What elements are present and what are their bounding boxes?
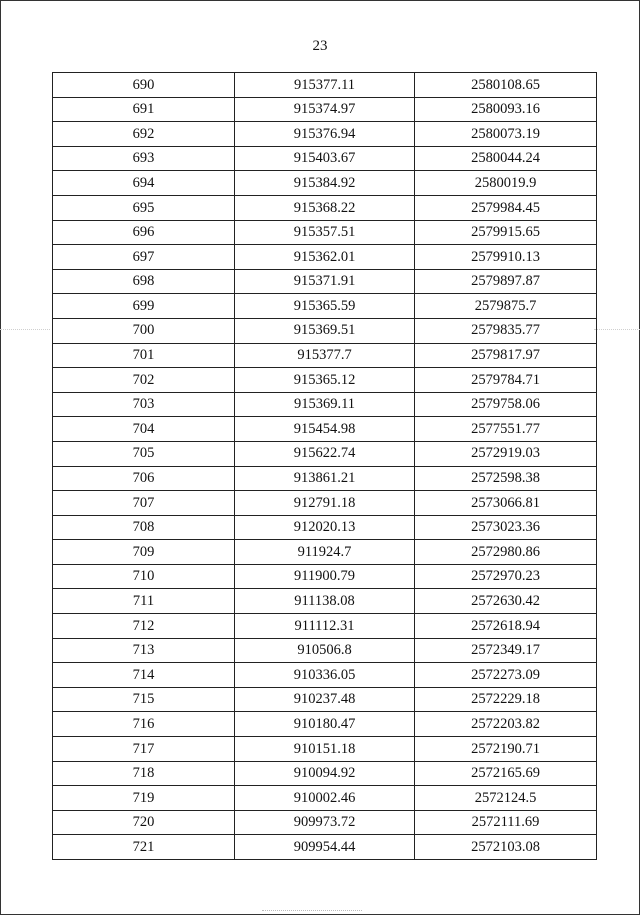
x-coordinate-cell: 909954.44 [235, 835, 415, 860]
point-number-cell: 713 [53, 638, 235, 663]
table-row [53, 392, 597, 417]
y-coordinate-cell: 2579835.77 [415, 318, 597, 343]
point-number-cell: 705 [53, 441, 235, 466]
point-number-cell: 709 [53, 540, 235, 565]
point-number-cell: 704 [53, 417, 235, 442]
x-coordinate-cell: 912791.18 [235, 491, 415, 516]
point-number-cell: 711 [53, 589, 235, 614]
x-coordinate-cell: 910002.46 [235, 786, 415, 811]
table-row [53, 540, 597, 565]
x-coordinate-cell: 915368.22 [235, 195, 415, 220]
point-number-cell: 698 [53, 269, 235, 294]
table-row [53, 491, 597, 516]
point-number-cell: 700 [53, 318, 235, 343]
x-coordinate-cell: 915357.51 [235, 220, 415, 245]
x-coordinate-cell: 910180.47 [235, 712, 415, 737]
table-row [53, 146, 597, 171]
table-row [53, 97, 597, 122]
point-number-cell: 706 [53, 466, 235, 491]
x-coordinate-cell: 911138.08 [235, 589, 415, 614]
table-row [53, 515, 597, 540]
point-number-cell: 702 [53, 368, 235, 393]
x-coordinate-cell: 910237.48 [235, 687, 415, 712]
x-coordinate-cell: 915377.11 [235, 73, 415, 98]
point-number-cell: 707 [53, 491, 235, 516]
table-row [53, 220, 597, 245]
table-row [53, 122, 597, 147]
x-coordinate-cell: 910094.92 [235, 761, 415, 786]
x-coordinate-cell: 911924.7 [235, 540, 415, 565]
coordinate-table [52, 72, 597, 860]
y-coordinate-cell: 2572111.69 [415, 810, 597, 835]
y-coordinate-cell: 2572124.5 [415, 786, 597, 811]
y-coordinate-cell: 2580019.9 [415, 171, 597, 196]
x-coordinate-cell: 915369.51 [235, 318, 415, 343]
scan-artifact-line [262, 910, 362, 911]
point-number-cell: 690 [53, 73, 235, 98]
y-coordinate-cell: 2572229.18 [415, 687, 597, 712]
point-number-cell: 696 [53, 220, 235, 245]
y-coordinate-cell: 2579817.97 [415, 343, 597, 368]
table-row [53, 564, 597, 589]
table-row [53, 712, 597, 737]
y-coordinate-cell: 2579915.65 [415, 220, 597, 245]
table-row [53, 171, 597, 196]
y-coordinate-cell: 2572165.69 [415, 761, 597, 786]
x-coordinate-cell: 915371.91 [235, 269, 415, 294]
table-row [53, 441, 597, 466]
point-number-cell: 716 [53, 712, 235, 737]
point-number-cell: 703 [53, 392, 235, 417]
x-coordinate-cell: 910336.05 [235, 663, 415, 688]
y-coordinate-cell: 2579758.06 [415, 392, 597, 417]
y-coordinate-cell: 2577551.77 [415, 417, 597, 442]
y-coordinate-cell: 2572618.94 [415, 614, 597, 639]
point-number-cell: 695 [53, 195, 235, 220]
point-number-cell: 715 [53, 687, 235, 712]
table-row [53, 786, 597, 811]
y-coordinate-cell: 2572919.03 [415, 441, 597, 466]
table-row [53, 73, 597, 98]
y-coordinate-cell: 2573066.81 [415, 491, 597, 516]
y-coordinate-cell: 2579875.7 [415, 294, 597, 319]
point-number-cell: 701 [53, 343, 235, 368]
y-coordinate-cell: 2580073.19 [415, 122, 597, 147]
table-row [53, 368, 597, 393]
point-number-cell: 710 [53, 564, 235, 589]
x-coordinate-cell: 915454.98 [235, 417, 415, 442]
table-row [53, 294, 597, 319]
y-coordinate-cell: 2572980.86 [415, 540, 597, 565]
y-coordinate-cell: 2572970.23 [415, 564, 597, 589]
y-coordinate-cell: 2572349.17 [415, 638, 597, 663]
table-row [53, 663, 597, 688]
x-coordinate-cell: 911112.31 [235, 614, 415, 639]
y-coordinate-cell: 2572598.38 [415, 466, 597, 491]
x-coordinate-cell: 915376.94 [235, 122, 415, 147]
x-coordinate-cell: 911900.79 [235, 564, 415, 589]
y-coordinate-cell: 2572630.42 [415, 589, 597, 614]
coordinate-table-body [53, 73, 597, 860]
y-coordinate-cell: 2579784.71 [415, 368, 597, 393]
x-coordinate-cell: 915374.97 [235, 97, 415, 122]
y-coordinate-cell: 2579984.45 [415, 195, 597, 220]
x-coordinate-cell: 910151.18 [235, 737, 415, 762]
x-coordinate-cell: 915377.7 [235, 343, 415, 368]
y-coordinate-cell: 2572103.08 [415, 835, 597, 860]
y-coordinate-cell: 2572273.09 [415, 663, 597, 688]
x-coordinate-cell: 915365.59 [235, 294, 415, 319]
x-coordinate-cell: 915403.67 [235, 146, 415, 171]
y-coordinate-cell: 2572190.71 [415, 737, 597, 762]
x-coordinate-cell: 915622.74 [235, 441, 415, 466]
y-coordinate-cell: 2572203.82 [415, 712, 597, 737]
x-coordinate-cell: 915369.11 [235, 392, 415, 417]
point-number-cell: 720 [53, 810, 235, 835]
y-coordinate-cell: 2580108.65 [415, 73, 597, 98]
point-number-cell: 708 [53, 515, 235, 540]
point-number-cell: 712 [53, 614, 235, 639]
point-number-cell: 694 [53, 171, 235, 196]
table-row [53, 810, 597, 835]
table-row [53, 269, 597, 294]
y-coordinate-cell: 2573023.36 [415, 515, 597, 540]
x-coordinate-cell: 915362.01 [235, 245, 415, 270]
table-row [53, 318, 597, 343]
point-number-cell: 719 [53, 786, 235, 811]
scan-artifact-line [594, 329, 640, 330]
point-number-cell: 697 [53, 245, 235, 270]
table-row [53, 417, 597, 442]
y-coordinate-cell: 2579897.87 [415, 269, 597, 294]
table-row [53, 343, 597, 368]
x-coordinate-cell: 915365.12 [235, 368, 415, 393]
point-number-cell: 699 [53, 294, 235, 319]
table-row [53, 614, 597, 639]
page-number: 23 [312, 38, 328, 54]
y-coordinate-cell: 2580093.16 [415, 97, 597, 122]
table-row [53, 466, 597, 491]
y-coordinate-cell: 2580044.24 [415, 146, 597, 171]
table-row [53, 737, 597, 762]
x-coordinate-cell: 912020.13 [235, 515, 415, 540]
point-number-cell: 693 [53, 146, 235, 171]
point-number-cell: 691 [53, 97, 235, 122]
table-row [53, 761, 597, 786]
table-row [53, 589, 597, 614]
point-number-cell: 717 [53, 737, 235, 762]
x-coordinate-cell: 910506.8 [235, 638, 415, 663]
table-row [53, 638, 597, 663]
y-coordinate-cell: 2579910.13 [415, 245, 597, 270]
point-number-cell: 718 [53, 761, 235, 786]
table-row [53, 687, 597, 712]
x-coordinate-cell: 915384.92 [235, 171, 415, 196]
scan-artifact-line [0, 329, 50, 330]
point-number-cell: 692 [53, 122, 235, 147]
point-number-cell: 721 [53, 835, 235, 860]
table-row [53, 195, 597, 220]
table-row [53, 835, 597, 860]
x-coordinate-cell: 913861.21 [235, 466, 415, 491]
x-coordinate-cell: 909973.72 [235, 810, 415, 835]
point-number-cell: 714 [53, 663, 235, 688]
table-row [53, 245, 597, 270]
